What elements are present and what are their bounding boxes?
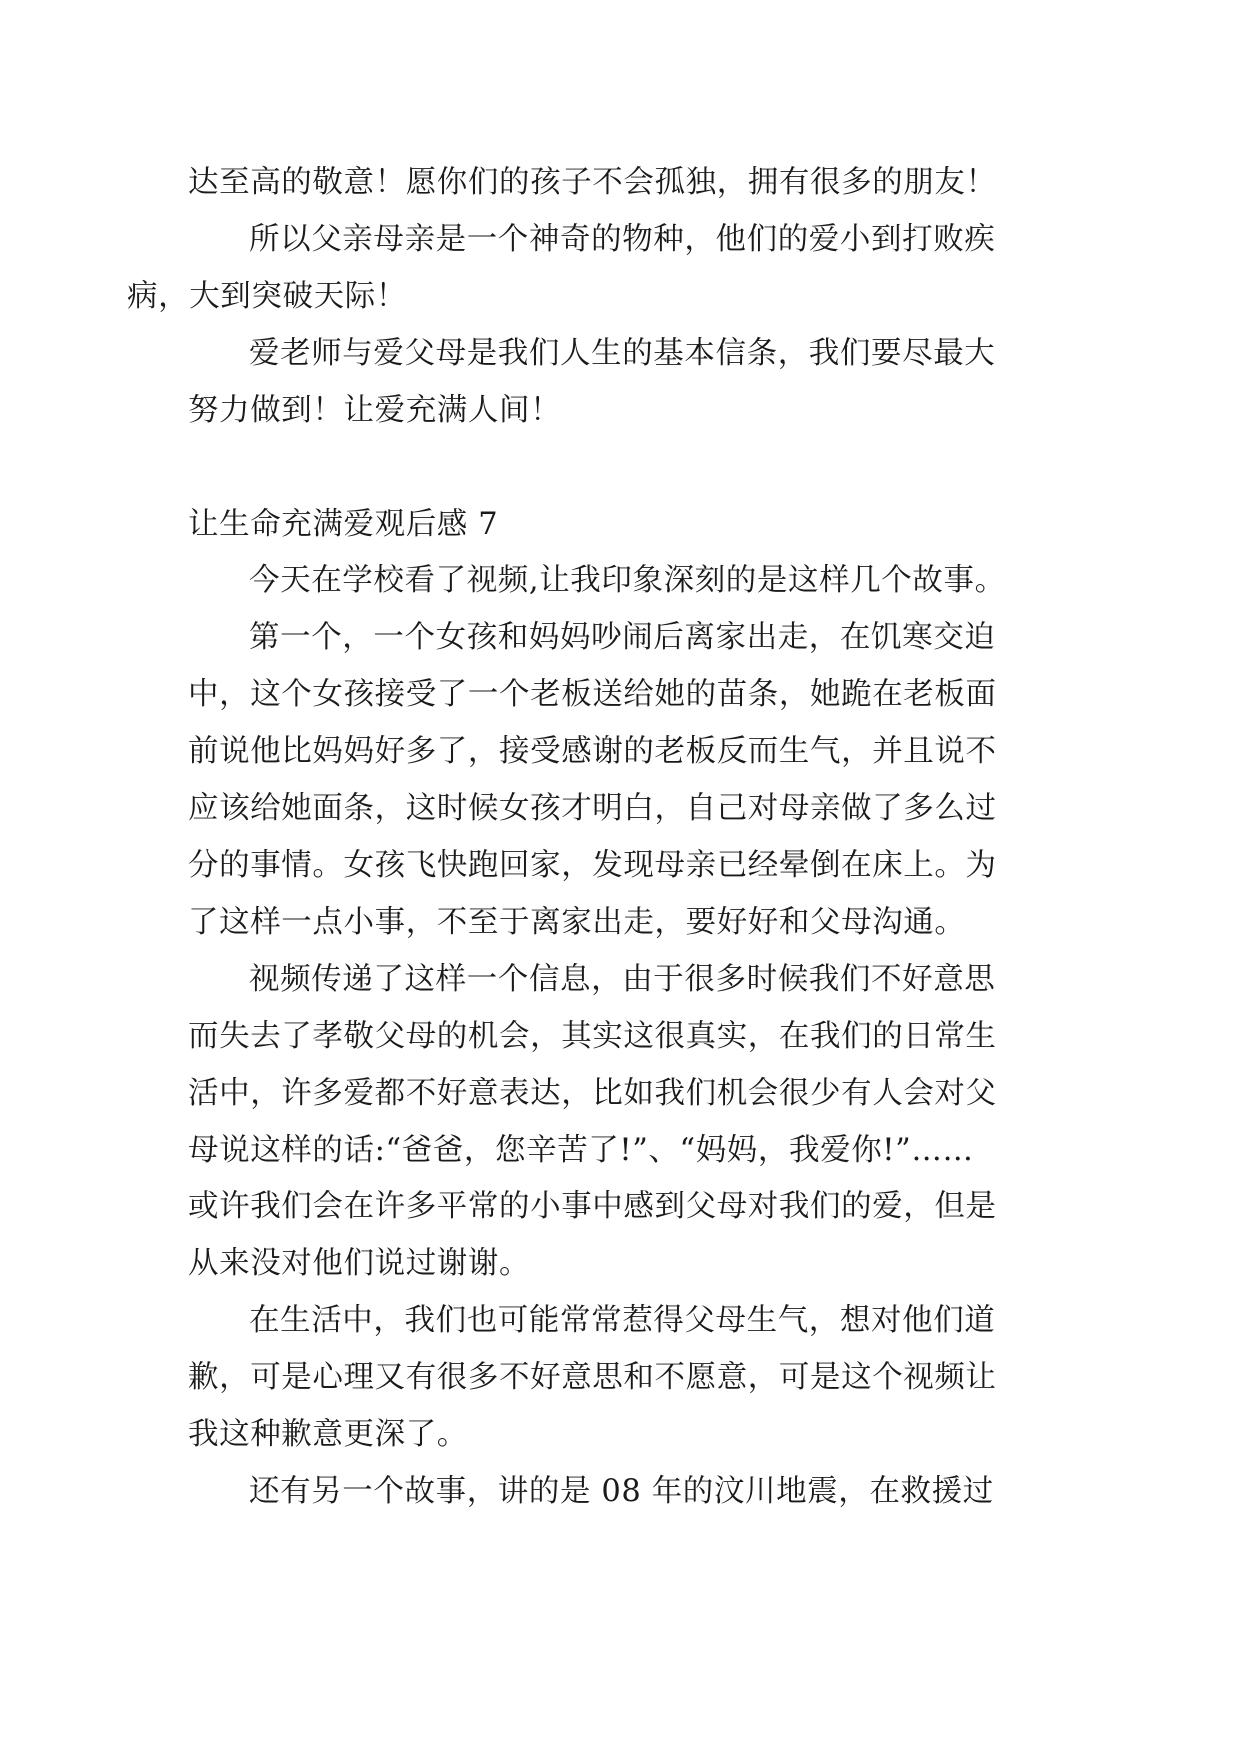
text-line: 在生活中，我们也可能常常惹得父母生气，想对他们道	[249, 1303, 996, 1339]
text-line: 或许我们会在许多平常的小事中感到父母对我们的爱，但是	[188, 1189, 997, 1225]
text-line: 努力做到！让爱充满人间！	[188, 392, 562, 428]
paragraph-intro	[188, 553, 1058, 610]
text-line: 歉，可是心理又有很多不好意思和不愿意，可是这个视频让	[188, 1360, 997, 1396]
text-line: 而失去了孝敬父母的机会，其实这很真实，在我们的日常生	[188, 1018, 997, 1054]
section-title: 让生命充满爱观后感 7	[188, 506, 499, 542]
paragraph-video-message	[188, 952, 1058, 1293]
paragraph-life-creed	[188, 326, 1058, 440]
text-line: 爱老师与爱父母是我们人生的基本信条，我们要尽最大	[249, 335, 996, 371]
paragraph-parents-love	[127, 212, 1058, 326]
text-line: 今天在学校看了视频,让我印象深刻的是这样几个故事。	[249, 563, 1006, 599]
text-line: 前说他比妈妈好多了，接受感谢的老板反而生气，并且说不	[188, 734, 997, 770]
paragraph-earthquake-story	[188, 1464, 1058, 1521]
paragraph-first-story	[188, 610, 1058, 951]
text-line: 达至高的敬意！愿你们的孩子不会孤独，拥有很多的朋友！	[188, 165, 997, 200]
text-line: 还有另一个故事，讲的是 08 年的汶川地震，在救援过	[249, 1473, 994, 1509]
text-line: 视频传递了这样一个信息，由于很多时候我们不好意思	[249, 961, 996, 997]
text-line: 母说这样的话:“爸爸，您辛苦了!”、“妈妈，我爱你!”……	[188, 1132, 974, 1168]
text-line: 第一个，一个女孩和妈妈吵闹后离家出走，在饥寒交迫	[249, 620, 996, 656]
text-line: 我这种歉意更深了。	[188, 1417, 468, 1453]
text-line: 分的事情。女孩飞快跑回家，发现母亲已经晕倒在床上。为	[188, 847, 997, 883]
text-line: 中，这个女孩接受了一个老板送给她的苗条，她跪在老板面	[188, 677, 997, 713]
paragraph-closing-wish	[188, 155, 1058, 212]
text-line: 所以父亲母亲是一个神奇的物种，他们的爱小到打败疾	[249, 221, 996, 257]
document-body	[127, 155, 1058, 1521]
paragraph-apology	[188, 1293, 1058, 1464]
text-line: 病，大到突破天际！	[127, 278, 407, 314]
text-line: 从来没对他们说过谢谢。	[188, 1246, 531, 1282]
text-line: 活中，许多爱都不好意表达，比如我们机会很少有人会对父	[188, 1075, 997, 1111]
text-line: 应该给她面条，这时候女孩才明白，自己对母亲做了多么过	[188, 791, 997, 827]
text-line: 了这样一点小事，不至于离家出走，要好好和父母沟通。	[188, 904, 966, 940]
